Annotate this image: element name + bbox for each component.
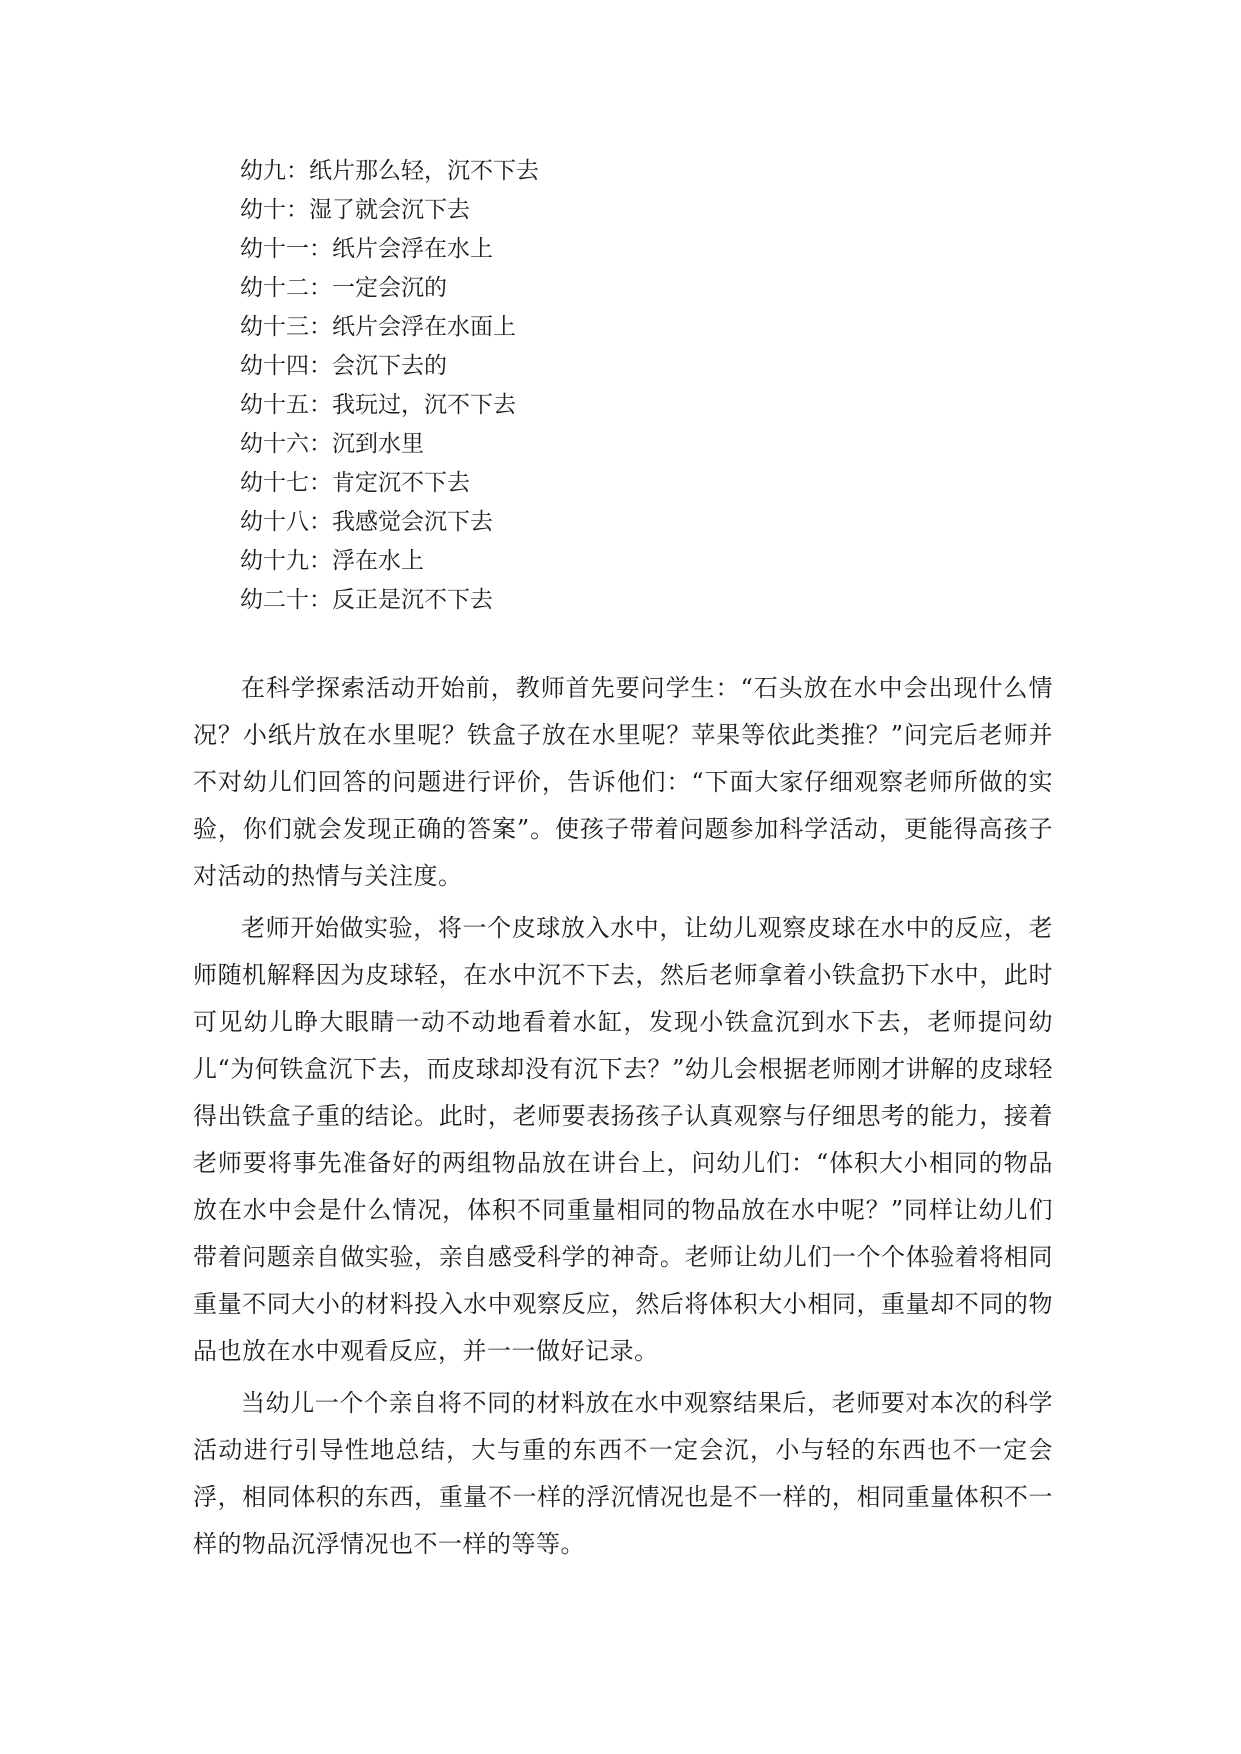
response-line: 幼二十：反正是沉不下去 bbox=[240, 587, 493, 613]
response-line: 幼十四：会沉下去的 bbox=[240, 353, 447, 379]
response-line: 幼十九：浮在水上 bbox=[240, 548, 424, 574]
response-line: 幼十三：纸片会浮在水面上 bbox=[240, 314, 516, 340]
response-line: 幼十五：我玩过，沉不下去 bbox=[240, 392, 516, 418]
response-line: 幼十二：一定会沉的 bbox=[240, 275, 447, 301]
response-line: 幼九：纸片那么轻，沉不下去 bbox=[240, 158, 539, 184]
response-line: 幼十六：沉到水里 bbox=[240, 431, 424, 457]
body-text bbox=[193, 665, 1053, 1568]
response-line: 幼十：湿了就会沉下去 bbox=[240, 197, 470, 223]
child-responses-list bbox=[240, 152, 539, 620]
paragraph-intro: 在科学探索活动开始前，教师首先要问学生：“石头放在水中会出现什么情况？小纸片放在水里呢？铁盒子放在水里呢？苹果等依此类推？”问完后老师并不对幼儿们回答的问题进行评价，告诉他们：“下面大家仔细观察老师所做的实验，你们就会发现正确的答案”。使孩子带着问题参加科学活动，更能得高孩子对活动的热情与关注度。 bbox=[193, 674, 1053, 890]
paragraph-summary: 当幼儿一个个亲自将不同的材料放在水中观察结果后，老师要对本次的科学活动进行引导性地总结，大与重的东西不一定会沉，小与轻的东西也不一定会浮，相同体积的东西，重量不一样的浮沉情况也是不一样的，相同重量体积不一样的物品沉浮情况也不一样的等等。 bbox=[193, 1389, 1053, 1558]
response-line: 幼十八：我感觉会沉下去 bbox=[240, 509, 493, 535]
response-line: 幼十七：肯定沉不下去 bbox=[240, 470, 470, 496]
paragraph-experiment: 老师开始做实验，将一个皮球放入水中，让幼儿观察皮球在水中的反应，老师随机解释因为皮球轻，在水中沉不下去，然后老师拿着小铁盒扔下水中，此时可见幼儿睁大眼睛一动不动地看着水缸，发现小铁盒沉到水下去，老师提问幼儿“为何铁盒沉下去，而皮球却没有沉下去？”幼儿会根据老师刚才讲解的皮球轻得出铁盒子重的结论。此时，老师要表扬孩子认真观察与仔细思考的能力，接着老师要将事先准备好的两组物品放在讲台上，问幼儿们：“体积大小相同的物品放在水中会是什么情况，体积不同重量相同的物品放在水中呢？”同样让幼儿们带着问题亲自做实验，亲自感受科学的神奇。老师让幼儿们一个个体验着将相同重量不同大小的材料投入水中观察反应，然后将体积大小相同，重量却不同的物品也放在水中观看反应，并一一做好记录。 bbox=[193, 914, 1053, 1365]
response-line: 幼十一：纸片会浮在水上 bbox=[240, 236, 493, 262]
